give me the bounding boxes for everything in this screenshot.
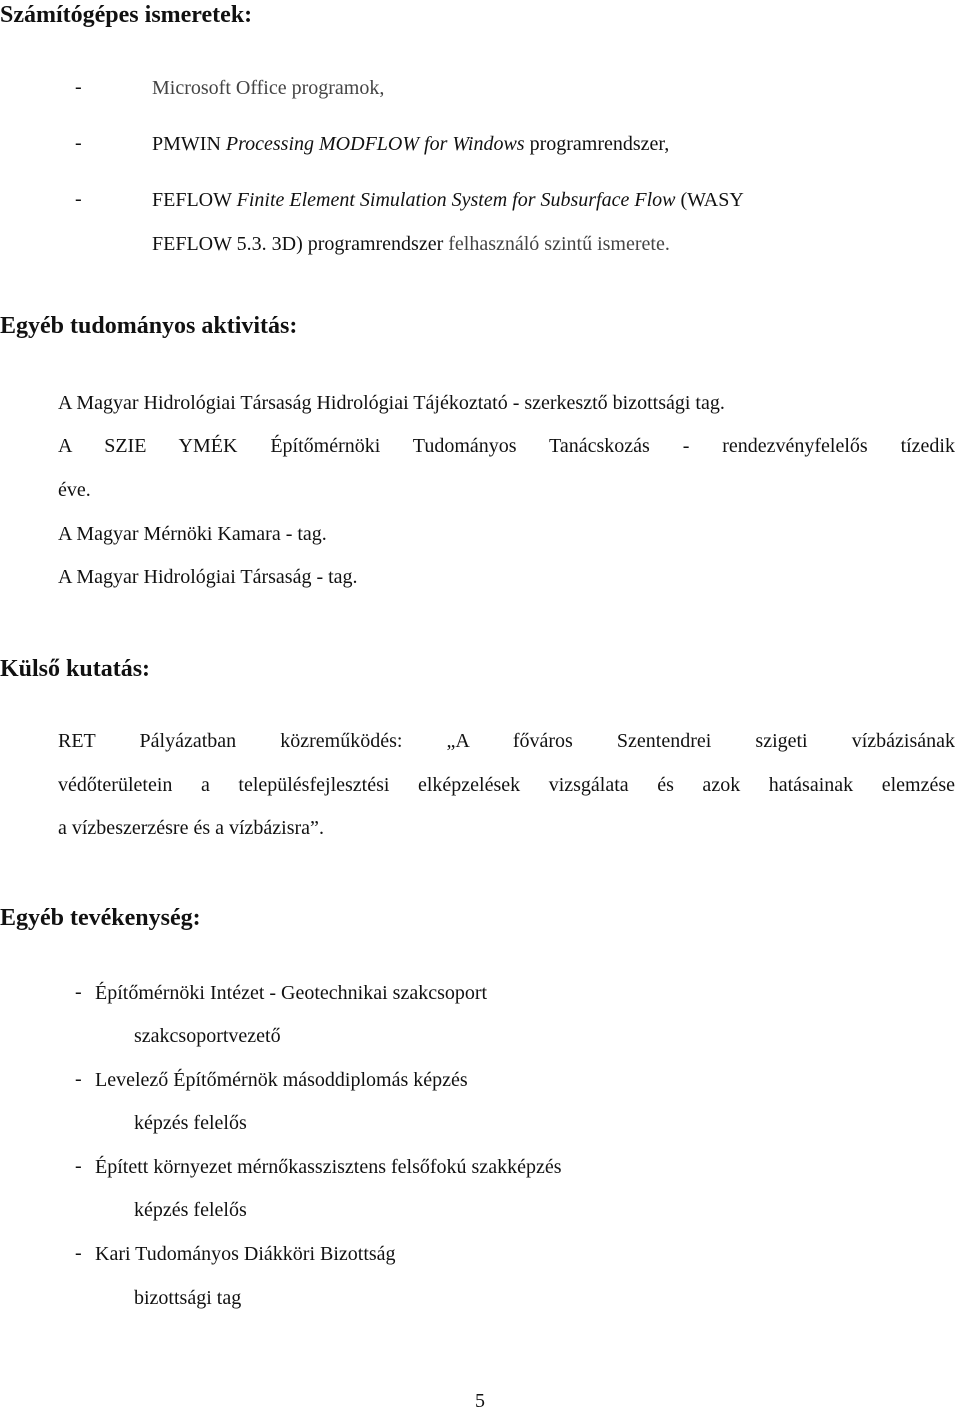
science-line-1: A Magyar Hidrológiai Társaság Hidrológiai Tájékoztató - szerkesztő bizottsági tag. — [58, 392, 725, 414]
other-item-1-role: szakcsoportvezető — [134, 1025, 281, 1047]
external-line-1: RET Pályázatban közreműködés: „A főváros Szentendrei szigeti vízbázisának — [58, 730, 955, 752]
computer-item-3-continuation: FEFLOW 5.3. 3D) programrendszer felhasználó szintű ismerete. — [152, 233, 670, 255]
section-title-computer: Számítógépes ismeretek: — [0, 2, 253, 28]
other-item-4-role: bizottsági tag — [134, 1287, 242, 1309]
other-item-4: Kari Tudományos Diákköri Bizottság — [95, 1243, 396, 1265]
section-title-science: Egyéb tudományos aktivitás: — [0, 313, 298, 339]
page-number: 5 — [475, 1390, 485, 1412]
external-line-3: a vízbeszerzésre és a vízbázisra”. — [58, 817, 324, 839]
list-dash: - — [75, 132, 82, 154]
list-dash: - — [75, 1242, 82, 1264]
list-dash: - — [75, 188, 82, 210]
list-dash: - — [75, 1068, 82, 1090]
science-line-4: A Magyar Mérnöki Kamara - tag. — [58, 523, 327, 545]
external-line-2: védőterületein a településfejlesztési elképzelések vizsgálata és azok hatásainak elemzése — [58, 774, 955, 796]
other-item-2-role: képzés felelős — [134, 1112, 247, 1134]
science-line-2: A SZIE YMÉK Építőmérnöki Tudományos Tanácskozás - rendezvényfelelős tízedik — [58, 435, 955, 457]
section-title-external: Külső kutatás: — [0, 656, 151, 682]
list-dash: - — [75, 1155, 82, 1177]
computer-item-2: PMWIN Processing MODFLOW for Windows programrendszer, — [152, 133, 670, 155]
other-item-2: Levelező Építőmérnök másoddiplomás képzés — [95, 1069, 468, 1091]
science-line-5: A Magyar Hidrológiai Társaság - tag. — [58, 566, 358, 588]
other-item-1: Építőmérnöki Intézet - Geotechnikai szakcsoport — [95, 982, 488, 1004]
computer-item-1: Microsoft Office programok, — [152, 77, 385, 99]
other-item-3-role: képzés felelős — [134, 1199, 247, 1221]
other-item-3: Épített környezet mérnőkasszisztens felsőfokú szakképzés — [95, 1156, 562, 1178]
section-title-other: Egyéb tevékenység: — [0, 905, 201, 931]
computer-item-3: FEFLOW Finite Element Simulation System for Subsurface Flow (WASY — [152, 189, 744, 211]
science-line-3: éve. — [58, 479, 91, 501]
list-dash: - — [75, 76, 82, 98]
list-dash: - — [75, 981, 82, 1003]
